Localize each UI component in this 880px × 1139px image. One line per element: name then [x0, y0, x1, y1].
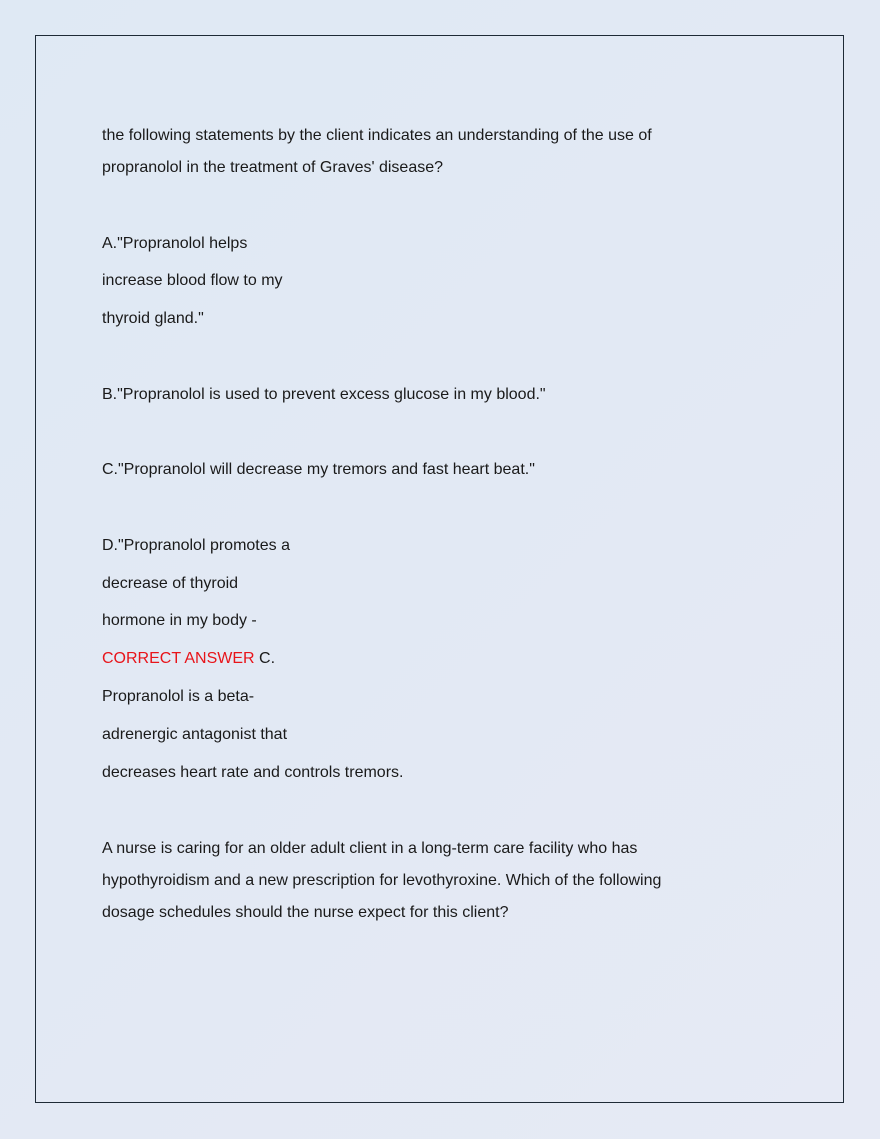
- answer-line: [102, 649, 275, 669]
- option-c: C."Propranolol will decrease my tremors and fast heart beat.": [102, 461, 535, 478]
- question2-stem-line1: A nurse is caring for an older adult client in a long-term care facility who has: [102, 840, 638, 857]
- option-a-line1: A."Propranolol helps: [102, 235, 248, 252]
- option-a-line2: increase blood flow to my: [102, 272, 283, 289]
- correct-answer-label: CORRECT ANSWER: [102, 650, 255, 667]
- option-d-line1: D."Propranolol promotes a: [102, 537, 290, 554]
- question1-stem-line1: the following statements by the client indicates an understanding of the use of: [102, 127, 652, 144]
- question1-stem-line2: propranolol in the treatment of Graves' disease?: [102, 159, 444, 176]
- rationale-line1: Propranolol is a beta-: [102, 688, 255, 705]
- page-border: [35, 35, 844, 1103]
- rationale-line2: adrenergic antagonist that: [102, 726, 288, 743]
- rationale-line3: decreases heart rate and controls tremors.: [102, 764, 404, 781]
- correct-answer-letter: C.: [254, 650, 276, 667]
- option-d-line2: decrease of thyroid: [102, 575, 239, 592]
- question2-stem-line3: dosage schedules should the nurse expect for this client?: [102, 904, 509, 921]
- option-a-line3: thyroid gland.": [102, 310, 204, 327]
- option-b: B."Propranolol is used to prevent excess glucose in my blood.": [102, 386, 546, 403]
- option-d-line3: hormone in my body -: [102, 612, 257, 629]
- question2-stem-line2: hypothyroidism and a new prescription for levothyroxine. Which of the following: [102, 872, 662, 889]
